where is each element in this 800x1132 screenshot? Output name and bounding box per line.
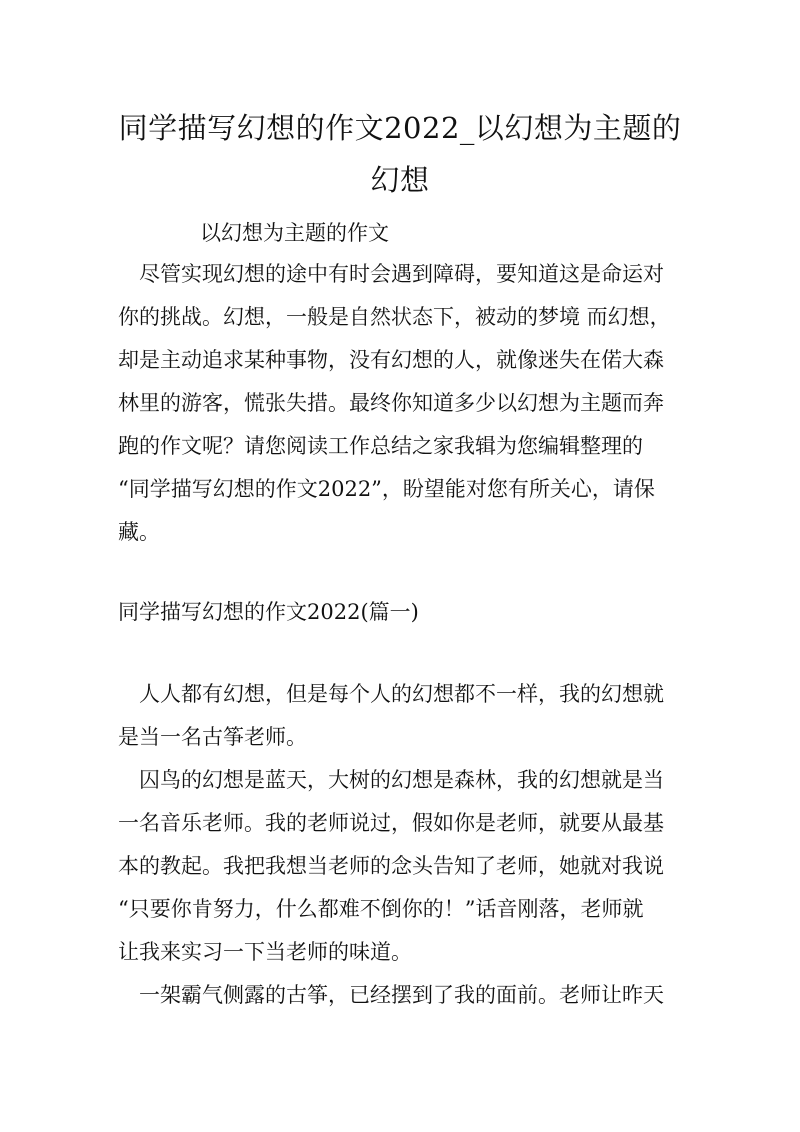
section-heading: 同学描写幻想的作文2022(篇一) — [118, 600, 419, 624]
body-line: 让我来实习一下当老师的味道。 — [118, 940, 412, 964]
body-line: 是当一名古筝老师。 — [118, 725, 307, 749]
intro-line: “同学描写幻想的作文2022”，盼望能对您有所关心，请保 — [118, 477, 655, 501]
title-line-1: 同学描写幻想的作文2022_以幻想为主题的 — [118, 111, 682, 145]
intro-line: 尽管实现幻想的途中有时会遇到障碍，要知道这是命运对 — [118, 262, 664, 286]
body-line: 囚鸟的幻想是蓝天，大树的幻想是森林，我的幻想就是当 — [118, 768, 664, 792]
body-line: 一名音乐老师。我的老师说过，假如你是老师，就要从最基 — [118, 811, 664, 835]
document-title — [80, 102, 720, 206]
body-line: “只要你肯努力，什么都难不倒你的！”话音刚落，老师就 — [118, 897, 644, 921]
title-line-2: 幻想 — [370, 163, 430, 197]
body-line: 本的教起。我把我想当老师的念头告知了老师，她就对我说 — [118, 854, 664, 878]
intro-line: 藏。 — [118, 520, 160, 544]
body-line: 人人都有幻想，但是每个人的幻想都不一样，我的幻想就 — [118, 682, 664, 706]
body-line: 一架霸气侧露的古筝，已经摆到了我的面前。老师让昨天 — [118, 983, 664, 1007]
intro-line: 跑的作文呢？请您阅读工作总结之家我辑为您编辑整理的 — [118, 434, 643, 458]
document-subtitle: 以幻想为主题的作文 — [200, 221, 389, 245]
intro-line: 却是主动追求某种事物，没有幻想的人，就像迷失在偌大森 — [118, 348, 664, 372]
intro-line: 你的挑战。幻想，一般是自然状态下，被动的梦境 而幻想， — [118, 305, 671, 329]
intro-line: 林里的游客，慌张失措。最终你知道多少以幻想为主题而奔 — [118, 391, 664, 415]
